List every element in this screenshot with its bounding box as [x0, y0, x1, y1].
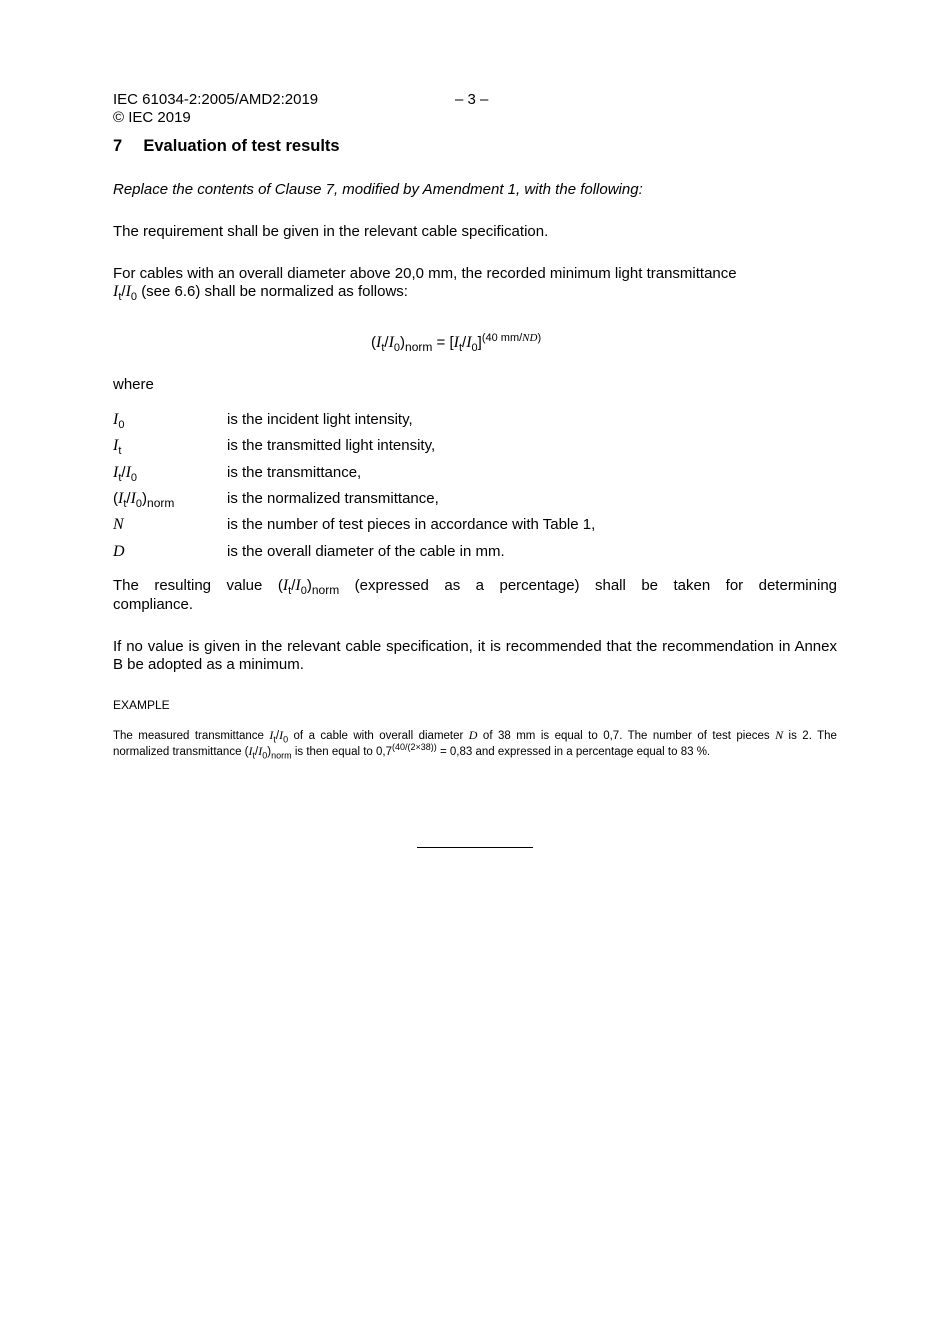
definition-normalized: is the normalized transmittance,: [227, 490, 439, 507]
normalization-paragraph: [113, 265, 837, 301]
requirement-paragraph: The requirement shall be given in the relevant cable specification.: [113, 223, 549, 240]
amendment-instruction: Replace the contents of Clause 7, modified by Amendment 1, with the following:: [113, 181, 643, 198]
example-label: EXAMPLE: [113, 698, 170, 712]
where-label: where: [113, 376, 154, 393]
definition-it: is the transmitted light intensity,: [227, 437, 436, 454]
symbol-it: $I_t$: [113, 437, 122, 457]
section-title: Evaluation of test results: [143, 137, 340, 155]
copyright-notice: © IEC 2019: [113, 109, 191, 126]
transmittance-symbol: $I_t/I_0$: [113, 283, 138, 303]
definition-it-i0: is the transmittance,: [227, 464, 362, 481]
resulting-value-paragraph: The resulting value $(I_t/I_0)_{norm}$ (expressed as a percentage) shall be taken for determining: [113, 577, 837, 597]
normalization-text: For cables with an overall diameter above 20,0 mm, the recorded minimum light transmittance: [113, 265, 737, 282]
document-id: IEC 61034-2:2005/AMD2:2019: [113, 91, 319, 108]
symbol-it-i0: $I_t/I_0$: [113, 464, 138, 484]
symbol-normalized: $(I_t/I_0)_{norm}$: [113, 490, 175, 510]
definition-i0: is the incident light intensity,: [227, 411, 413, 428]
normalization-formula: $(I_t/I_0)_{norm} = [I_t/I_0]^{(40 mm/ND)}$: [371, 332, 542, 354]
normalization-text-tail: (see 6.6) shall be normalized as follows:: [141, 283, 408, 300]
definition-d: is the overall diameter of the cable in mm.: [227, 543, 505, 560]
definition-n: is the number of test pieces in accordance with Table 1,: [227, 516, 596, 533]
example-text: The measured transmittance $I_t/I_0$ of a cable with overall diameter D of 38 mm is equal to 0,7. The number of test pieces N is 2. The normalized transmittance $(I_t/I_0)_{norm}$ is then equal to $0,7^{(40/(2\times 38))} = 0,83$ and expressed in a percentage equal to 83 %.: [113, 728, 837, 761]
symbol-i0: $I_0$: [113, 411, 125, 431]
recommendation-paragraph: If no value is given in the relevant cable specification, it is recommended that the recommendation in Annex B be adopted as a minimum.: [113, 638, 837, 673]
closing-rule: [417, 847, 533, 848]
section-number: 7: [113, 137, 123, 155]
section-heading: [113, 136, 340, 156]
page-number: – 3 –: [455, 91, 489, 108]
resulting-value-paragraph-end: compliance.: [113, 596, 194, 613]
symbol-d: D: [113, 543, 125, 560]
symbol-n: N: [113, 516, 124, 533]
